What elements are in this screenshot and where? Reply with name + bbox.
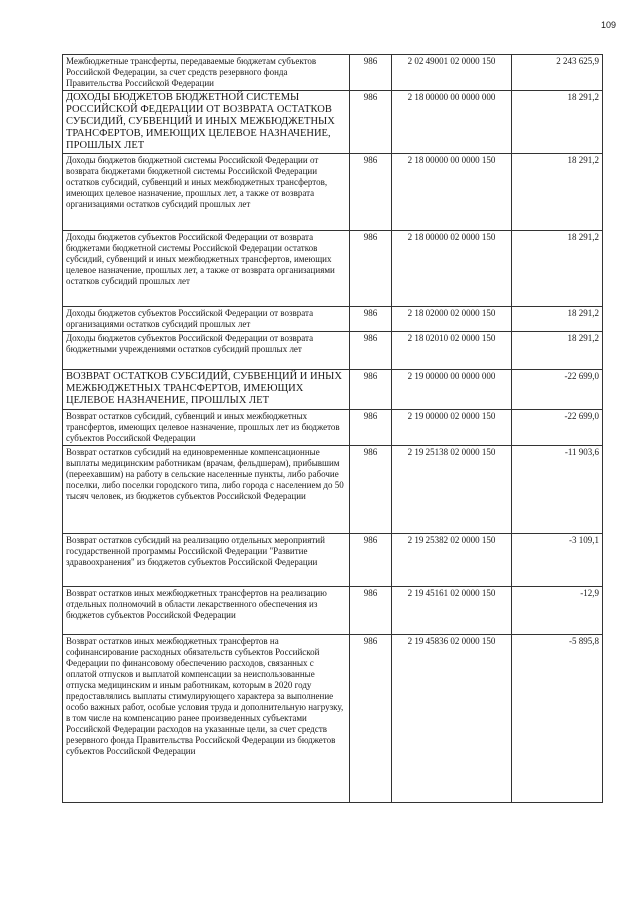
row-budget-code: 2 02 49001 02 0000 150 xyxy=(392,55,512,91)
row-admin-code: 986 xyxy=(350,307,392,332)
row-amount: 18 291,2 xyxy=(512,332,603,370)
row-admin-code: 986 xyxy=(350,154,392,231)
row-budget-code: 2 19 00000 00 0000 000 xyxy=(392,370,512,410)
row-amount: -11 903,6 xyxy=(512,446,603,534)
row-amount: -22 699,0 xyxy=(512,410,603,446)
table-row xyxy=(63,154,603,231)
row-description: Доходы бюджетов бюджетной системы Российской Федерации от возврата бюджетами бюджетной системы Российской Федерации остатков субсидий, субвенций и иных межбюджетных трансфертов, имеющих целевое назначение, прошлых лет, а также от возврата организациями остатков субсидий прошлых лет xyxy=(63,154,350,231)
row-description: Возврат остатков иных межбюджетных трансфертов на реализацию отдельных полномочий в области лекарственного обеспечения из бюджетов субъектов Российской Федерации xyxy=(63,587,350,635)
row-amount: 18 291,2 xyxy=(512,154,603,231)
row-description: ВОЗВРАТ ОСТАТКОВ СУБСИДИЙ, СУБВЕНЦИЙ И ИНЫХ МЕЖБЮДЖЕТНЫХ ТРАНСФЕРТОВ, ИМЕЮЩИХ ЦЕЛЕВОЕ НАЗНАЧЕНИЕ, ПРОШЛЫХ ЛЕТ xyxy=(63,370,350,410)
row-amount: -22 699,0 xyxy=(512,370,603,410)
row-admin-code: 986 xyxy=(350,91,392,154)
table-row xyxy=(63,370,603,410)
row-description: Возврат остатков иных межбюджетных трансфертов на софинансирование расходных обязательств субъектов Российской Федерации по финансовому обеспечению расходов, связанных с оплатой отпусков и выплатой компенсации за неиспользованные отпуска медицинским и иным работникам, которым в 2020 году предоставлялись выплаты стимулирующего характера за выполнение особо важных работ, особые условия труда и дополнительную нагрузку, в том числе на компенсацию ранее произведенных субъектами Российской Федерации расходов на указанные цели, за счет средств резервного фонда Правительства Российской Федерации из бюджетов субъектов Российской Федерации xyxy=(63,635,350,803)
budget-revenue-table xyxy=(62,54,603,803)
table-row xyxy=(63,91,603,154)
row-amount: 18 291,2 xyxy=(512,91,603,154)
row-description: Возврат остатков субсидий на единовременные компенсационные выплаты медицинским работникам (врачам, фельдшерам), прибывшим (переехавшим) на работу в сельские населенные пункты, либо рабочие поселки, либо поселки городского типа, либо города с населением до 50 тысяч человек, из бюджетов субъектов Российской Федерации xyxy=(63,446,350,534)
table-row xyxy=(63,534,603,587)
row-budget-code: 2 19 00000 02 0000 150 xyxy=(392,410,512,446)
row-budget-code: 2 18 00000 00 0000 000 xyxy=(392,91,512,154)
row-budget-code: 2 19 25382 02 0000 150 xyxy=(392,534,512,587)
row-amount: 2 243 625,9 xyxy=(512,55,603,91)
row-admin-code: 986 xyxy=(350,231,392,307)
table-row xyxy=(63,332,603,370)
table-row xyxy=(63,587,603,635)
row-budget-code: 2 18 00000 00 0000 150 xyxy=(392,154,512,231)
row-description: Межбюджетные трансферты, передаваемые бюджетам субъектов Российской Федерации, за счет средств резервного фонда Правительства Российской Федерации xyxy=(63,55,350,91)
row-amount: 18 291,2 xyxy=(512,231,603,307)
row-description: ДОХОДЫ БЮДЖЕТОВ БЮДЖЕТНОЙ СИСТЕМЫ РОССИЙСКОЙ ФЕДЕРАЦИИ ОТ ВОЗВРАТА ОСТАТКОВ СУБСИДИЙ, СУБВЕНЦИЙ И ИНЫХ МЕЖБЮДЖЕТНЫХ ТРАНСФЕРТОВ, ИМЕЮЩИХ ЦЕЛЕВОЕ НАЗНАЧЕНИЕ, ПРОШЛЫХ ЛЕТ xyxy=(63,91,350,154)
row-budget-code: 2 19 25138 02 0000 150 xyxy=(392,446,512,534)
table-row xyxy=(63,635,603,803)
row-description: Доходы бюджетов субъектов Российской Федерации от возврата бюджетами бюджетной системы Российской Федерации остатков субсидий, субвенций и иных межбюджетных трансфертов, имеющих целевое назначение, прошлых лет, а также от возврата организациями остатков субсидий прошлых лет xyxy=(63,231,350,307)
row-budget-code: 2 18 02000 02 0000 150 xyxy=(392,307,512,332)
table-row xyxy=(63,55,603,91)
row-amount: -3 109,1 xyxy=(512,534,603,587)
row-admin-code: 986 xyxy=(350,332,392,370)
table-row xyxy=(63,446,603,534)
row-admin-code: 986 xyxy=(350,410,392,446)
row-budget-code: 2 19 45836 02 0000 150 xyxy=(392,635,512,803)
row-description: Доходы бюджетов субъектов Российской Федерации от возврата бюджетными учреждениями остатков субсидий прошлых лет xyxy=(63,332,350,370)
row-amount: 18 291,2 xyxy=(512,307,603,332)
row-description: Возврат остатков субсидий на реализацию отдельных мероприятий государственной программы Российской Федерации "Развитие здравоохранения" из бюджетов субъектов Российской Федерации xyxy=(63,534,350,587)
row-admin-code: 986 xyxy=(350,635,392,803)
table-row xyxy=(63,410,603,446)
row-description: Доходы бюджетов субъектов Российской Федерации от возврата организациями остатков субсидий прошлых лет xyxy=(63,307,350,332)
row-budget-code: 2 19 45161 02 0000 150 xyxy=(392,587,512,635)
row-amount: -5 895,8 xyxy=(512,635,603,803)
row-admin-code: 986 xyxy=(350,55,392,91)
row-amount: -12,9 xyxy=(512,587,603,635)
row-admin-code: 986 xyxy=(350,587,392,635)
row-admin-code: 986 xyxy=(350,446,392,534)
row-budget-code: 2 18 00000 02 0000 150 xyxy=(392,231,512,307)
table-row xyxy=(63,231,603,307)
row-admin-code: 986 xyxy=(350,370,392,410)
page-number: 109 xyxy=(600,20,616,30)
row-admin-code: 986 xyxy=(350,534,392,587)
row-description: Возврат остатков субсидий, субвенций и иных межбюджетных трансфертов, имеющих целевое назначение, прошлых лет из бюджетов субъектов Российской Федерации xyxy=(63,410,350,446)
row-budget-code: 2 18 02010 02 0000 150 xyxy=(392,332,512,370)
table-row xyxy=(63,307,603,332)
